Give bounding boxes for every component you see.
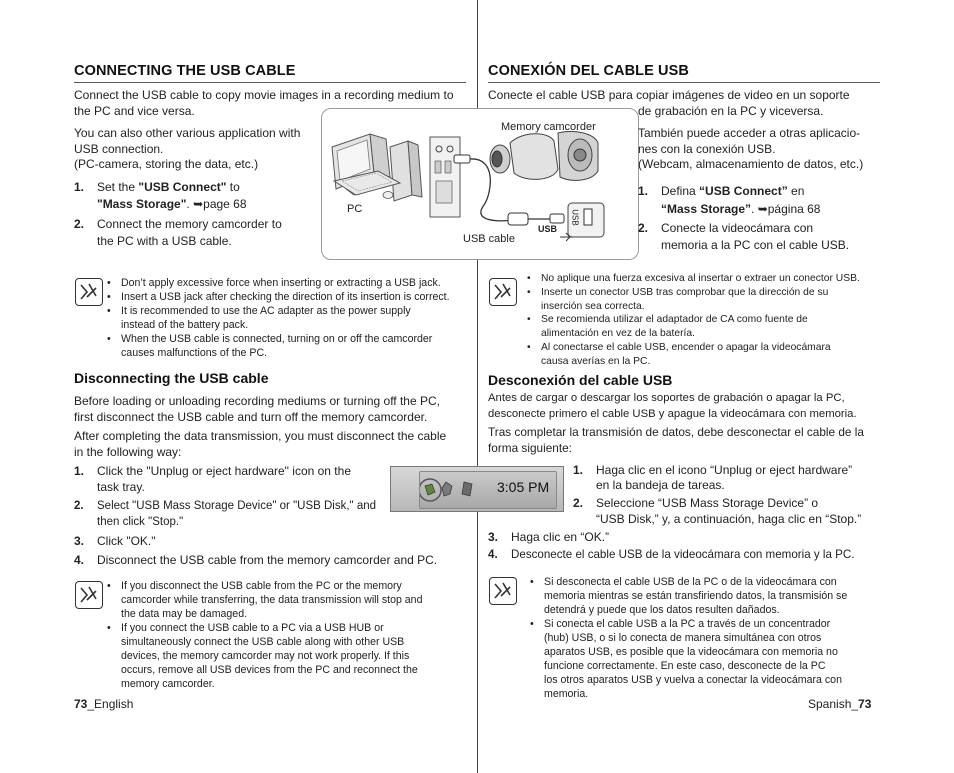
camcorder-icon — [490, 131, 598, 180]
footer-es: Spanish_73 — [808, 697, 872, 711]
disc-step-2-es — [573, 495, 883, 529]
note-item-cont: (hub) USB, o si lo conecta de manera simultánea con otros — [544, 632, 822, 644]
disc-step-3-es — [488, 529, 798, 546]
usb-ferrite-icon — [508, 213, 528, 225]
step-number: 2. — [573, 496, 584, 510]
note-item: • Si desconecta el cable USB de la PC o de la videocámara con — [530, 575, 885, 589]
intro-en: Connect the USB cable to copy movie images in a recording medium to the PC and vice versa. — [74, 88, 454, 118]
step-number: 4. — [74, 553, 85, 567]
note-item-cont: causa averías en la PC. — [541, 355, 651, 367]
disc-line-4-en: in the following way: — [74, 445, 182, 459]
step-2-text-es: Conecte la videocámara con — [661, 221, 814, 235]
footer-en: 73_English — [74, 697, 134, 711]
disc-step-1-text-2: task tray. — [97, 480, 145, 494]
note-item-cont: camcorder while transferring, the data transmission will stop and — [121, 594, 423, 606]
also-line-1-es: También puede acceder a otras aplicacio- — [638, 126, 861, 140]
step-number: 4. — [488, 548, 498, 561]
also-line-3-es: (Webcam, almacenamiento de datos, etc.) — [638, 157, 864, 171]
section-title-es: CONEXIÓN DEL CABLE USB — [488, 63, 689, 79]
title-rule-en — [74, 82, 466, 83]
step-1-text-2: "Mass Storage". ➥page 68 — [97, 197, 247, 211]
label-pc: PC — [347, 203, 363, 215]
note-item: • If you connect the USB cable to a PC via a USB HUB or — [107, 621, 472, 635]
note-item-cont: causes malfunctions of the PC. — [121, 347, 268, 359]
step-number: 1. — [638, 184, 649, 198]
step-1-es — [638, 183, 878, 217]
disc-line-2-en: first disconnect the USB cable and turn off the memory camcorder. — [74, 410, 428, 424]
note-item-cont: aparatos USB, es posible que la videocámara con memoria no — [544, 646, 838, 658]
disc-step-4-text-es: Desconecte el cable USB de la videocámara con memoria y la PC. — [511, 548, 855, 561]
note-item-cont: devices, the memory camcorder may not work properly. If this — [121, 650, 410, 662]
disc-step-1-text: Click the "Unplug or eject hardware" icon on the — [97, 464, 351, 478]
label-usb-cable: USB cable — [463, 233, 515, 245]
note-item: • When the USB cable is connected, turning on or off the camcorder — [107, 332, 472, 346]
step-number: 2. — [74, 500, 84, 512]
note-item: • If you disconnect the USB cable from the PC or the memory — [107, 579, 472, 593]
disc-step-3-text-es: Haga clic en “OK.” — [511, 530, 610, 544]
note-icon — [75, 581, 103, 609]
disc-line-1-en: Before loading or unloading recording mediums or turning off the PC, — [74, 394, 440, 408]
note-item: • Don’t apply excessive force when inserting or extracting a USB jack. — [107, 276, 472, 290]
note-item: • Al conectarse el cable USB, encender o apagar la videocámara — [527, 341, 887, 355]
step-2-text-2: the PC with a USB cable. — [97, 234, 232, 248]
also-line-1-en: You can also other various application with — [74, 126, 301, 140]
note-item-cont: memoria mientras se están transfiriendo datos, la transmisión se — [544, 590, 848, 602]
disc-step-2-text-es: Seleccione “USB Mass Storage Device” o — [596, 496, 819, 510]
disc-step-2-text-2: then click "Stop." — [97, 516, 184, 528]
step-number: 2. — [74, 217, 85, 231]
usb-connection-figure — [321, 108, 639, 260]
disc-step-2-en — [74, 498, 384, 532]
step-1-en — [74, 179, 324, 213]
note-item-cont: inserción sea correcta. — [541, 300, 645, 312]
step-2-text: Connect the memory camcorder to — [97, 217, 282, 231]
disc-line-3-es: Tras completar la transmisión de datos, debe desconectar el cable de la — [488, 425, 864, 439]
note-item: • Se recomienda utilizar el adaptador de CA como fuente de — [527, 313, 887, 327]
notes-1-es — [527, 272, 887, 369]
intro-line-2-es: de grabación en la PC y viceversa. — [638, 104, 824, 118]
disc-step-4-es — [488, 547, 883, 564]
label-usb: USB — [538, 224, 558, 234]
disc-step-1-text-es: Haga clic en el icono “Unplug or eject hardware” — [596, 463, 853, 477]
step-number: 1. — [573, 463, 584, 477]
disc-step-3-text: Click "OK." — [97, 534, 156, 548]
task-tray-screenshot — [390, 466, 564, 512]
disc-step-4-en — [74, 552, 469, 569]
note-item-cont: funcione correctamente. En este caso, desconecte de la PC — [544, 660, 826, 672]
step-2-en — [74, 216, 324, 250]
label-memory-camcorder: Memory camcorder — [501, 121, 596, 133]
usb-plug-pc-icon — [454, 155, 470, 163]
step-2-text-2-es: memoria a la PC con el cable USB. — [661, 238, 850, 252]
also-line-3-en: (PC-camera, storing the data, etc.) — [74, 157, 259, 171]
usb-plug-camera-icon — [550, 214, 564, 223]
note-item-cont: the data may be damaged. — [121, 608, 248, 620]
step-1-text-es: Defina “USB Connect” en — [661, 184, 805, 198]
note-item: • Insert a USB jack after checking the direction of its insertion is correct. — [107, 290, 472, 304]
notes-1-en — [107, 276, 472, 360]
section-title-en: CONNECTING THE USB CABLE — [74, 63, 296, 79]
step-number: 3. — [488, 530, 499, 544]
note-item: • It is recommended to use the AC adapter as the power supply — [107, 304, 472, 318]
tray-icon-2 — [442, 482, 452, 496]
intro-line-1-es: Conecte el cable USB para copiar imágenes de video en un soporte — [488, 88, 850, 102]
unplug-eject-icon — [425, 484, 435, 495]
disc-line-1-es: Antes de cargar o descargar los soportes de grabación o apagar la PC, — [488, 392, 845, 404]
note-item-cont: detendrá y puede que los datos resulten dañados. — [544, 604, 780, 616]
pc-tower-icon — [390, 141, 422, 201]
disc-step-2-text: Select "USB Mass Storage Device" or "USB Disk," and — [97, 500, 377, 512]
step-1-text: Set the "USB Connect" to — [97, 180, 240, 194]
step-2-es — [638, 220, 878, 254]
label-usb-side: USB — [570, 209, 580, 226]
disc-step-1-es — [573, 462, 883, 496]
subsection-title-en: Disconnecting the USB cable — [74, 370, 269, 386]
title-rule-es — [488, 82, 880, 83]
note-item: • No aplique una fuerza excesiva al insertar o extraer un conector USB. — [527, 272, 887, 286]
disc-step-1-text-2-es: en la bandeja de tareas. — [596, 478, 725, 492]
note-item-cont: los otros aparatos USB y vuelva a conectar la videocámara con — [544, 674, 842, 686]
note-item: • Si conecta el cable USB a la PC a través de un concentrador — [530, 617, 885, 631]
tray-icon-3 — [462, 482, 472, 496]
disc-line-2-es: desconecte primero el cable USB y apague la videocámara con memoria. — [488, 408, 857, 420]
disc-step-3-en — [74, 533, 384, 550]
also-line-2-es: nes con la conexión USB. — [638, 142, 776, 156]
note-item: • Inserte un conector USB tras comprobar que la dirección de su — [527, 286, 887, 300]
note-item-cont: simultaneously connect the USB cable along with other USB — [121, 636, 405, 648]
step-number: 1. — [74, 180, 85, 194]
step-1-text-2-es: “Mass Storage”. ➥página 68 — [661, 202, 821, 216]
note-item-cont: occurs, remove all USB devices from the PC and reconnect the — [121, 664, 418, 676]
note-item-cont: instead of the battery pack. — [121, 319, 249, 331]
note-icon — [489, 577, 517, 605]
note-item-cont: memory camcorder. — [121, 678, 215, 690]
mouse-icon — [383, 192, 393, 199]
note-item-cont: alimentación en vez de la batería. — [541, 328, 695, 340]
step-number: 1. — [74, 464, 85, 478]
pc-back-panel-icon — [430, 137, 460, 217]
disc-step-4-text: Disconnect the USB cable from the memory camcorder and PC. — [97, 553, 438, 567]
disc-line-3-en: After completing the data transmission, you must disconnect the cable — [74, 429, 447, 443]
disc-step-1-en — [74, 463, 384, 497]
tray-clock: 3:05 PM — [497, 479, 550, 495]
step-number: 3. — [74, 534, 85, 548]
disc-line-4-es: forma siguiente: — [488, 441, 572, 455]
also-line-2-en: USB connection. — [74, 142, 164, 156]
disc-step-2-text-2-es: “USB Disk,” y, a continuación, haga clic en “Stop.” — [596, 512, 862, 526]
note-item-cont: memoria. — [544, 688, 589, 700]
note-icon — [75, 278, 103, 306]
step-number: 2. — [638, 221, 649, 235]
notes-2-en — [107, 579, 472, 691]
note-icon — [489, 278, 517, 306]
subsection-title-es: Desconexión del cable USB — [488, 372, 673, 388]
notes-2-es — [530, 575, 885, 701]
